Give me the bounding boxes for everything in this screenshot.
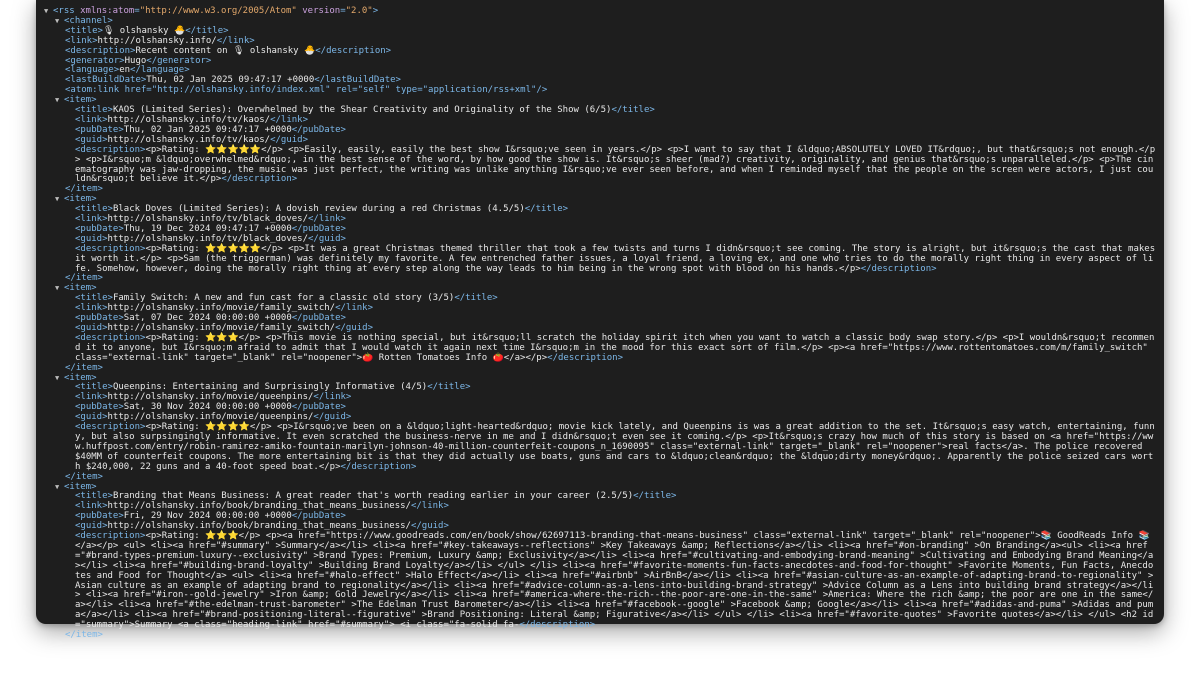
item-description-text: <p>Rating: ⭐⭐⭐</p> <p>This movie is nothing special, but it&rsquo;ll scratch the holiday spirit itch when you want to watch a classic body swap story.</p> <p>I wouldn&rsquo;t recommend it to anyone, but I&rsquo;m afraid to admit that I would watch it again next time I&rsquo;m in the mood for this exact sort of film.</p> <p><a href="https://www.rottentomatoes.com/m/family_switch" class="external-link" target="_blank" rel="noopener">🍅 Rotten Tomatoes Info 🍅</a></p> [75, 332, 1155, 363]
item-guid-text: http://olshansky.info/book/branding_that_means_business/ [107, 521, 411, 532]
item-link-text: http://olshansky.info/movie/family_switch/ [107, 303, 336, 314]
xml-tag: <title> [75, 293, 113, 304]
xml-tag: </link> [410, 501, 449, 512]
item-close-line [44, 631, 1158, 641]
rss-attr-value: "2.0" [345, 6, 373, 16]
channel-link-text: http://olshansky.info/ [97, 35, 217, 46]
xml-tag: <title> [75, 491, 113, 502]
item-pubdate-text: Sat, 30 Nov 2024 00:00:00 +0000 [123, 402, 292, 413]
channel-language-text: en [119, 65, 131, 76]
item-guid-text: http://olshansky.info/tv/black_doves/ [107, 233, 308, 244]
xml-tag: </guid> [335, 323, 374, 333]
rss-attr-name: version [302, 6, 341, 16]
xml-tag: </item> [65, 471, 103, 482]
collapse-triangle-icon[interactable]: ▼ [55, 96, 60, 105]
xml-tag: <pubDate> [75, 223, 124, 234]
xml-tag: <title> [75, 204, 113, 215]
item-description-line [44, 146, 1158, 186]
item-link-text: http://olshansky.info/book/branding_that_means_business/ [107, 501, 411, 512]
item-link-text: http://olshansky.info/movie/queenpins/ [107, 392, 314, 403]
item-pubdate-text: Thu, 02 Jan 2025 09:47:17 +0000 [123, 124, 292, 135]
item-description-text: <p>Rating: ⭐⭐⭐</p> <p><a href="https://www.goodreads.com/en/book/show/62697113-branding-that-means-business" class="external-link" target="_blank" rel="noopener">📚 GoodReads Info 📚</a></p> <ul> <li><a href="#summary" >Summary</a></li> <li><a href="#key-takeaways--reflections" >Key Takeaways &amp; Reflections</a></li> <li><a href="#on-branding" >On Branding</a><ul> <li><a href="#brand-types-premium-luxury--exclusivity" >Brand Types: Premium, Luxury &amp; Exclusivity</a></li> <li><a href="#cultivating-and-embodying-brand-meaning" >Cultivating and Embodying Brand Meaning</a></li> <li><a href="#building-brand-loyalty" >Building Brand Loyalty</a></li> </ul> </li> <li><a href="#favorite-moments-fun-facts-anecdotes-and-food-for-thought" >Favorite Moments, Fun Facts, Anecdotes and Food for Thought</a> <ul> <li><a href="#halo-effect" >Halo Effect</a></li> <li><a href="#airbnb" >AirBnB</a></li> <li><a href="#asian-culture-as-an-example-of-adapting-brand-to-regionality" >Asian culture as an example of adapting brand to regionality</a></li> <li><a href="#advice-column-as-a-lens-into-building-brand-strategy" >Advice Column as a Lens into building brand strategy</a></li> <li><a href="#iron--gold-jewelry" >Iron &amp; Gold Jewelry</a></li> <li><a href="#america-where-the-rich--the-poor-are-one-in-the-same" >America: Where the rich &amp; the poor are one in the same</a></li> <li><a href="#the-edelman-trust-barometer" >The Edelman Trust Barometer</a></li> <li><a href="#facebook--google" >Facebook &amp; Google</a></li> <li><a href="#adidas-and-puma" >Adidas and puma</a></li> <li><a href="#brand-positioning-literal--figurative" >Brand Positioning: Literal &amp; Figurative</a></li> </ul> </li> <li><a href="#favorite-quotes" >Favorite quotes</a></li> </ul> <h2 id="summary">Summary <a class="heading-link" href="#summary"> <i class="fa-solid fa- [75, 531, 1154, 631]
xml-tag: <item> [64, 372, 97, 383]
xml-tag: </item> [65, 273, 103, 284]
xml-tag: <title> [75, 105, 113, 116]
channel-description-text: Recent content on 🎙 olshansky 🐣 [135, 45, 316, 56]
xml-tag: </guid> [313, 412, 352, 423]
xml-tag: </guid> [308, 233, 346, 244]
xml-tag: </item> [65, 630, 103, 641]
xml-tag: </link> [270, 114, 309, 125]
xml-tag: <link> [75, 303, 108, 314]
channel-title-line: <title>🎙 olshansky 🐣</title> [65, 25, 229, 36]
xml-tag: <description> [75, 243, 146, 254]
xml-tag: </title> [524, 204, 569, 215]
xml-tag: <description> [75, 531, 146, 542]
xml-tag: </title> [454, 293, 498, 304]
xml-tag: <link> [75, 214, 108, 225]
item-description-text: <p>Rating: ⭐⭐⭐⭐</p> <p>I&rsquo;ve been on a &ldquo;light-hearted&rdquo; movie kick lately, and Queenpins is was a great addition to the set. It&rsquo;s easy watch, entertaining, funny, but also surpsingingly informative. It even scratched the business-nerve in me and I didn&rsquo;t even see it coming.</p> <p>It&rsquo;s crazy how much of this story is based on <a href="https://www.huffpost.com/entry/robin-ramirez-amiko-fountain-marilyn-johnson-40-million-counterfeit-coupons_n_1690095" class="external-link" target="_blank" rel="noopener">real facts</a>. The police recovered $40MM of counterfeit coupons. The more entertaining bit is that they did actually use boats, guns and cars to &ldquo;clean&rdquo; the &ldquo;dirty money&rdquo;. Apparently the police seized cars worth $240,000, 22 guns and a 40-foot speed boat.</p> [75, 422, 1155, 472]
xml-tag: <pubDate> [75, 124, 124, 135]
xml-tag: </pubDate> [291, 223, 346, 234]
channel-lastbuilddate-line: <lastBuildDate>Thu, 02 Jan 2025 09:47:17 +0000</lastBuildDate> [65, 75, 401, 86]
xml-tag: </title> [611, 105, 655, 116]
xml-tag: <title> [75, 382, 113, 393]
channel-open-line: ▼ <channel> [55, 15, 113, 26]
item-link-text: http://olshansky.info/tv/black_doves/ [107, 214, 308, 225]
xml-tag: </pubDate> [291, 313, 346, 324]
xml-tag: </item> [65, 362, 103, 373]
xml-tag: </pubDate> [291, 124, 346, 135]
item-link-text: http://olshansky.info/tv/kaos/ [107, 114, 271, 125]
item-description-text: <p>Rating: ⭐⭐⭐⭐⭐</p> <p>It was a great Christmas themed thriller that took a few twists and turns I didn&rsquo;t see coming. The story is alright, but it&rsquo;s the cast that makes it worth it.</p> <p>Sam (the triggerman) was definitely my favorite. A few entrenched father issues, a loyal friend, a loving ex, and one who tries to do the morally right thing in every aspect of life. Somehow, however, doing the morally right thing at every step along the way leads to him being in the wrong spot with blood on his hands.</p> [75, 243, 1161, 274]
collapse-triangle-icon[interactable]: ▼ [55, 16, 60, 25]
xml-tag: </title> [633, 491, 677, 502]
channel-generator-text: Hugo [124, 55, 147, 66]
item-pubdate-text: Fri, 29 Nov 2024 00:00:00 +0000 [123, 511, 292, 522]
browser-window [36, 0, 1164, 641]
xml-tag: </title> [427, 382, 471, 393]
xml-tag: <guid> [75, 412, 108, 423]
xml-tag: </link> [308, 214, 346, 225]
collapse-triangle-icon[interactable]: ▼ [55, 373, 60, 382]
channel-title-text: 🎙 olshansky 🐣 [102, 25, 186, 36]
xml-tag: <link> [75, 392, 108, 403]
item-title-text: Queenpins: Entertaining and Surprisingly Informative (4/5) [112, 382, 428, 393]
collapse-triangle-icon[interactable]: ▼ [44, 7, 49, 15]
item-description-text: <p>Rating: ⭐⭐⭐⭐⭐</p> <p>Easily, easily, easily the best show I&rsquo;ve seen in years.</p> <p>I want to say that I &ldquo;ABSOLUTELY LOVED IT&rdquo;, but that&rsquo;s not enough.</p> <p>I&rsquo;m &ldquo;overwhelmed&rdquo;, in the best sense of the word, by how good the show is. It&rsquo;s sheer (mad?) creativity, originality, and genius that&rsquo;s unparalleled.</p> <p>The cinematography was jaw-dropping, the music was just perfect, the writing was unlike anything I&rsquo;ve ever seen before, and when I reminded myself that the people on the screen were actors, I just couldn&rsquo;t believe it.</p> [75, 144, 1156, 185]
items-container [44, 95, 1161, 641]
xml-tag: <description> [75, 144, 146, 155]
rss-attr-value: "http://www.w3.org/2005/Atom" [139, 6, 297, 16]
xml-tag: <item> [64, 95, 97, 106]
xml-tag: </link> [313, 392, 352, 403]
item-description-line [44, 243, 1161, 275]
item-title-text: Family Switch: A new and fun cast for a classic old story (3/5) [112, 293, 455, 304]
item-guid-text: http://olshansky.info/movie/family_switch/ [107, 323, 336, 333]
channel-link-line: <link>http://olshansky.info/</link> [65, 35, 255, 46]
xml-tag: <item> [64, 283, 97, 294]
item-close-line [44, 473, 1158, 483]
item-close-line [44, 185, 1158, 195]
item-guid-text: http://olshansky.info/movie/queenpins/ [107, 412, 314, 423]
xml-tag: </description> [547, 352, 624, 363]
xml-tag: <item> [64, 194, 97, 205]
xml-tag: </guid> [410, 521, 449, 532]
item-close-line [44, 364, 1158, 374]
xml-tree-view [44, 6, 1161, 641]
xml-tag: <guid> [75, 521, 108, 532]
xml-tag: </guid> [270, 134, 309, 145]
xml-tag: </pubDate> [291, 511, 346, 522]
xml-tag: </item> [65, 184, 103, 195]
xml-tag: <item> [64, 481, 97, 492]
item-title-text: Black Doves (Limited Series): A dovish review during a red Christmas (4.5/5) [112, 204, 525, 215]
xml-tag: <description> [75, 332, 146, 343]
item-pubdate-text: Sat, 07 Dec 2024 00:00:00 +0000 [123, 313, 292, 324]
xml-tag: <pubDate> [75, 313, 124, 324]
channel-atom-link-line [44, 86, 1158, 96]
xml-tag: </description> [860, 263, 937, 274]
xml-tag: <guid> [75, 323, 108, 333]
channel-lastbuilddate-text: Thu, 02 Jan 2025 09:47:17 +0000 [146, 75, 315, 86]
rss-open-line: ▼ <rss xmlns:atom="http://www.w3.org/2005/Atom" version="2.0"> [44, 6, 379, 16]
collapse-triangle-icon[interactable]: ▼ [55, 482, 60, 491]
xml-tag: <link> [75, 114, 108, 125]
item-pubdate-text: Thu, 19 Dec 2024 09:47:17 +0000 [123, 223, 292, 234]
item-description-line [44, 423, 1158, 473]
collapse-triangle-icon[interactable]: ▼ [55, 284, 60, 293]
xml-tag: <description> [75, 422, 146, 433]
channel-generator-line: <generator>Hugo</generator> [65, 55, 212, 66]
item-close-line [44, 274, 1158, 284]
collapse-triangle-icon[interactable]: ▼ [55, 195, 60, 204]
item-title-text: KAOS (Limited Series): Overwhelmed by the Shear Creativity and Originality of the Show (6/5) [112, 105, 612, 116]
xml-tag: <guid> [75, 134, 108, 145]
xml-tag: </link> [335, 303, 374, 314]
xml-tag: </description> [221, 174, 298, 185]
channel-description-line: <description>Recent content on 🎙 olshansky 🐣</description> [65, 45, 392, 56]
xml-tag: </pubDate> [291, 402, 346, 413]
xml-tag: <link> [75, 501, 108, 512]
item-guid-text: http://olshansky.info/tv/kaos/ [107, 134, 271, 145]
atom-link-text: <atom:link href="http://olshansky.info/index.xml" rel="self" type="application/rss+xml"/> [65, 85, 548, 96]
xml-tag: <pubDate> [75, 511, 124, 522]
xml-tag: <pubDate> [75, 402, 124, 413]
rss-attr-name: xmlns:atom [80, 6, 135, 16]
channel-language-line: <language>en</language> [65, 65, 190, 76]
item-description-line [44, 334, 1158, 364]
xml-tag: </description> [340, 461, 417, 472]
item-title-text: Branding that Means Business: A great reader that's worth reading earlier in your career (2.5/5) [112, 491, 634, 502]
xml-tag: </description> [519, 620, 596, 631]
xml-tag: <guid> [75, 233, 108, 244]
item-description-line [44, 532, 1158, 631]
